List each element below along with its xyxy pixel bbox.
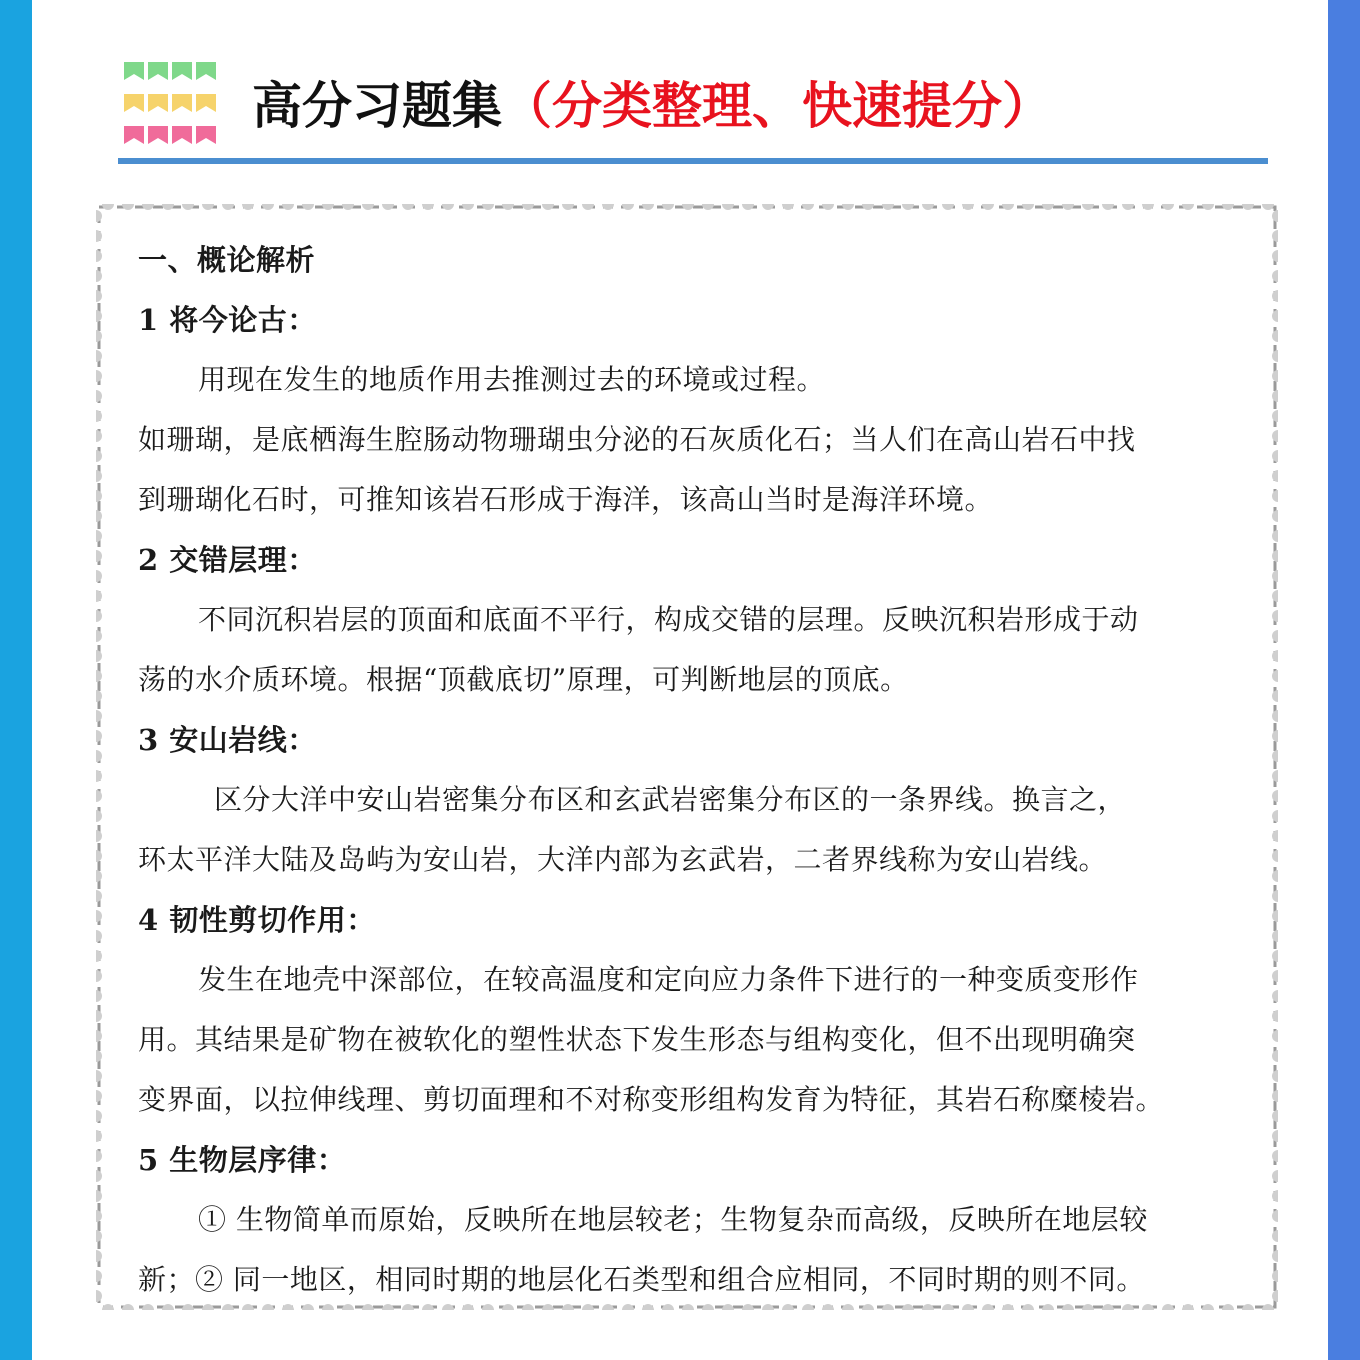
left-border-bar [0, 0, 32, 1360]
body-text-line: 变界面，以拉伸线理、剪切面理和不对称变形组构发育为特征，其岩石称糜棱岩。 [138, 1083, 1165, 1116]
section-heading: 2 交错层理： [138, 543, 317, 577]
page-title [252, 66, 1052, 146]
body-text-line: 到珊瑚化石时，可推知该岩石形成于海洋，该高山当时是海洋环境。 [138, 483, 994, 516]
section-heading: 3 安山岩线： [138, 723, 317, 757]
body-text-line: 发生在地壳中深部位，在较高温度和定向应力条件下进行的一种变质变形作 [198, 963, 1139, 996]
section-heading: 4 韧性剪切作用： [138, 903, 376, 937]
body-text-line: 荡的水介质环境。根据“顶截底切”原理，可判断地层的顶底。 [138, 663, 909, 696]
body-text-line: 用现在发生的地质作用去推测过去的环境或过程。 [198, 363, 826, 396]
body-text-line: 区分大洋中安山岩密集分布区和玄武岩密集分布区的一条界线。换言之， [214, 783, 1127, 816]
body-text-line: 环太平洋大陆及岛屿为安山岩，大洋内部为玄武岩，二者界线称为安山岩线。 [138, 843, 1108, 876]
title-main: 高分习题集 [252, 77, 502, 135]
page-header [118, 52, 1268, 164]
header-divider [118, 158, 1268, 164]
right-border-bar [1328, 0, 1360, 1360]
section-heading: 一、概论解析 [138, 243, 316, 277]
body-text-line: 不同沉积岩层的顶面和底面不平行，构成交错的层理。反映沉积岩形成于动 [198, 603, 1139, 636]
section-heading: 5 生物层序律： [138, 1143, 347, 1177]
title-subtitle: （分类整理、快速提分） [502, 77, 1052, 135]
bunting-flags-icon [122, 56, 218, 152]
section-heading: 1 将今论古： [138, 303, 317, 337]
body-text-line: 新；② 同一地区，相同时期的地层化石类型和组合应相同，不同时期的则不同。 [138, 1263, 1145, 1296]
notes-content [138, 230, 1216, 1300]
body-text-line: ① 生物简单而原始，反映所在地层较老；生物复杂而高级，反映所在地层较 [198, 1203, 1148, 1236]
body-text-line: 如珊瑚，是底栖海生腔肠动物珊瑚虫分泌的石灰质化石；当人们在高山岩石中找 [138, 423, 1136, 456]
stamp-content-card [96, 204, 1278, 1310]
body-text-line: 用。其结果是矿物在被软化的塑性状态下发生形态与组构变化，但不出现明确突 [138, 1023, 1136, 1056]
